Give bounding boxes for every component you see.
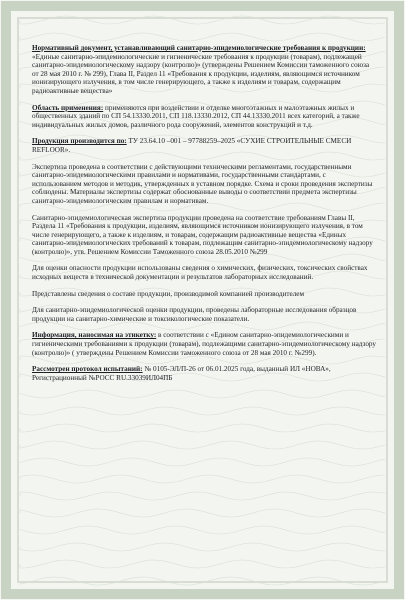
guilloche-line bbox=[20, 33, 385, 41]
section-heading: Нормативный документ, устанавливающий санитарно-эпидемиологические требования к продукции: bbox=[32, 44, 366, 52]
paragraph-text: Санитарно-эпидемиологическая экспертиза продукции проведена на соответствие требованиям Главы II, Раздела 11 «Требования к продукции, изделиям, являющимся источником ионизирующего излучения, в том числе генерирующего, а также к изделиям, и товарам, содержащим радиоактивные вещества «Единых санитарно-эпидемиологических требований к товарам, подлежащим санитарно-эпидемиологическому надзору (контролю)», утв. Решением Комиссии Таможенного союза 28.05.2010 №299 bbox=[32, 213, 373, 256]
section-text: «Единые санитарно-эпидемиологические и гигиенические требования к продукции (товарам), подлежащей санитарно-эпидемиологическому надзору (контролю)» (утверждены Решением Комиссии таможенного союза от 28 мая 2010 г. № 299), Глава II, Раздел 11 «Требования к продукции, изделиям, являющимся источником ионизирующего излучения, в том числе генерирующего, а также к изделиям и товарам, содержащим радиоактивные вещества» bbox=[32, 52, 370, 95]
section-text: в соответствии с «Едином санитарно-эпидемиологическими и гигиеническими требованиями к продукции (товарам), подлежащими санитарно-эпидемиологическому надзору (контролю)» ( утверждены Решением Комиссии таможенного союза от 28 мая 2010 г. №299). bbox=[32, 331, 377, 357]
paragraph-composition bbox=[32, 290, 376, 299]
section-normative-document bbox=[32, 44, 376, 96]
guilloche-line bbox=[20, 560, 385, 568]
guilloche-line bbox=[20, 492, 385, 500]
section-label-info bbox=[32, 331, 376, 357]
guilloche-line bbox=[20, 526, 385, 534]
section-scope bbox=[32, 104, 376, 130]
guilloche-line bbox=[20, 509, 385, 517]
guilloche-line bbox=[20, 543, 385, 551]
paragraph-text: Экспертиза проведена в соответствии с действующими техническими регламентами, государственными санитарно-эпидемиологическими правилами и нормативами, государственными стандартами, с использованием методов и методик, утвержденных в уставном порядке. Схема и сроки проведения экспертизы соблюдены. Материалы экспертизы содержат обоснованные выводы о соответствии предмета экспертизы санитарно-эпидемиологическим правилам и нормативам. bbox=[32, 162, 373, 205]
section-text: применяются при воздействии и отделке многоэтажных и малоэтажных жилых и общественных зданий по СП 54.13330.2011, СП 118.13330.2012, СП 44.13330.2011 всех категорий, а также индивидуальных жилых домов, различного рода сооружений, элементов конструкций и т.д. bbox=[32, 103, 360, 129]
section-heading: Продукция производится по: bbox=[32, 137, 127, 146]
paragraph-text: Представлены сведения о составе продукции, производимой компанией производителем bbox=[32, 289, 305, 298]
document-body bbox=[32, 44, 376, 390]
guilloche-line bbox=[20, 390, 385, 398]
guilloche-line bbox=[20, 441, 385, 449]
section-production-spec bbox=[32, 137, 376, 154]
section-text: ТУ 23.64.10 –001 – 97788259–2025 «СУХИЕ СТРОИТЕЛЬНЫЕ СМЕСИ REFLOOR». bbox=[32, 137, 352, 154]
guilloche-line bbox=[20, 424, 385, 432]
guilloche-line bbox=[20, 475, 385, 483]
section-heading: Рассмотрен протокол испытаний: bbox=[32, 365, 143, 374]
section-heading: Информация, наносимая на этикетку: bbox=[32, 331, 157, 340]
guilloche-line bbox=[20, 458, 385, 466]
paragraph-hazard-assessment bbox=[32, 264, 376, 281]
paragraph-expertise bbox=[32, 163, 376, 206]
paragraph-lab-tests bbox=[32, 306, 376, 323]
guilloche-line bbox=[20, 407, 385, 415]
section-text: № 0105-ЭЛ/П-26 от 06.01.2025 года, выданный ИЛ «НОВА», Регистрационный №РОСС RU.33039ИЛ04ПБ bbox=[32, 365, 331, 382]
section-test-protocol bbox=[32, 365, 376, 382]
paragraph-text: Для оценки опасности продукции использованы сведения о химических, физических, токсических свойствах исходных веществ в технической документации и результатов лабораторных исследований. bbox=[32, 264, 368, 282]
paragraph-text: Для санитарно-эпидемиологической оценки продукции, проведены лабораторные исследования образцов продукции на санитарно-химические и токсикологические показатели. bbox=[32, 306, 357, 323]
section-heading: Область применения: bbox=[32, 103, 104, 112]
paragraph-compliance bbox=[32, 214, 376, 257]
